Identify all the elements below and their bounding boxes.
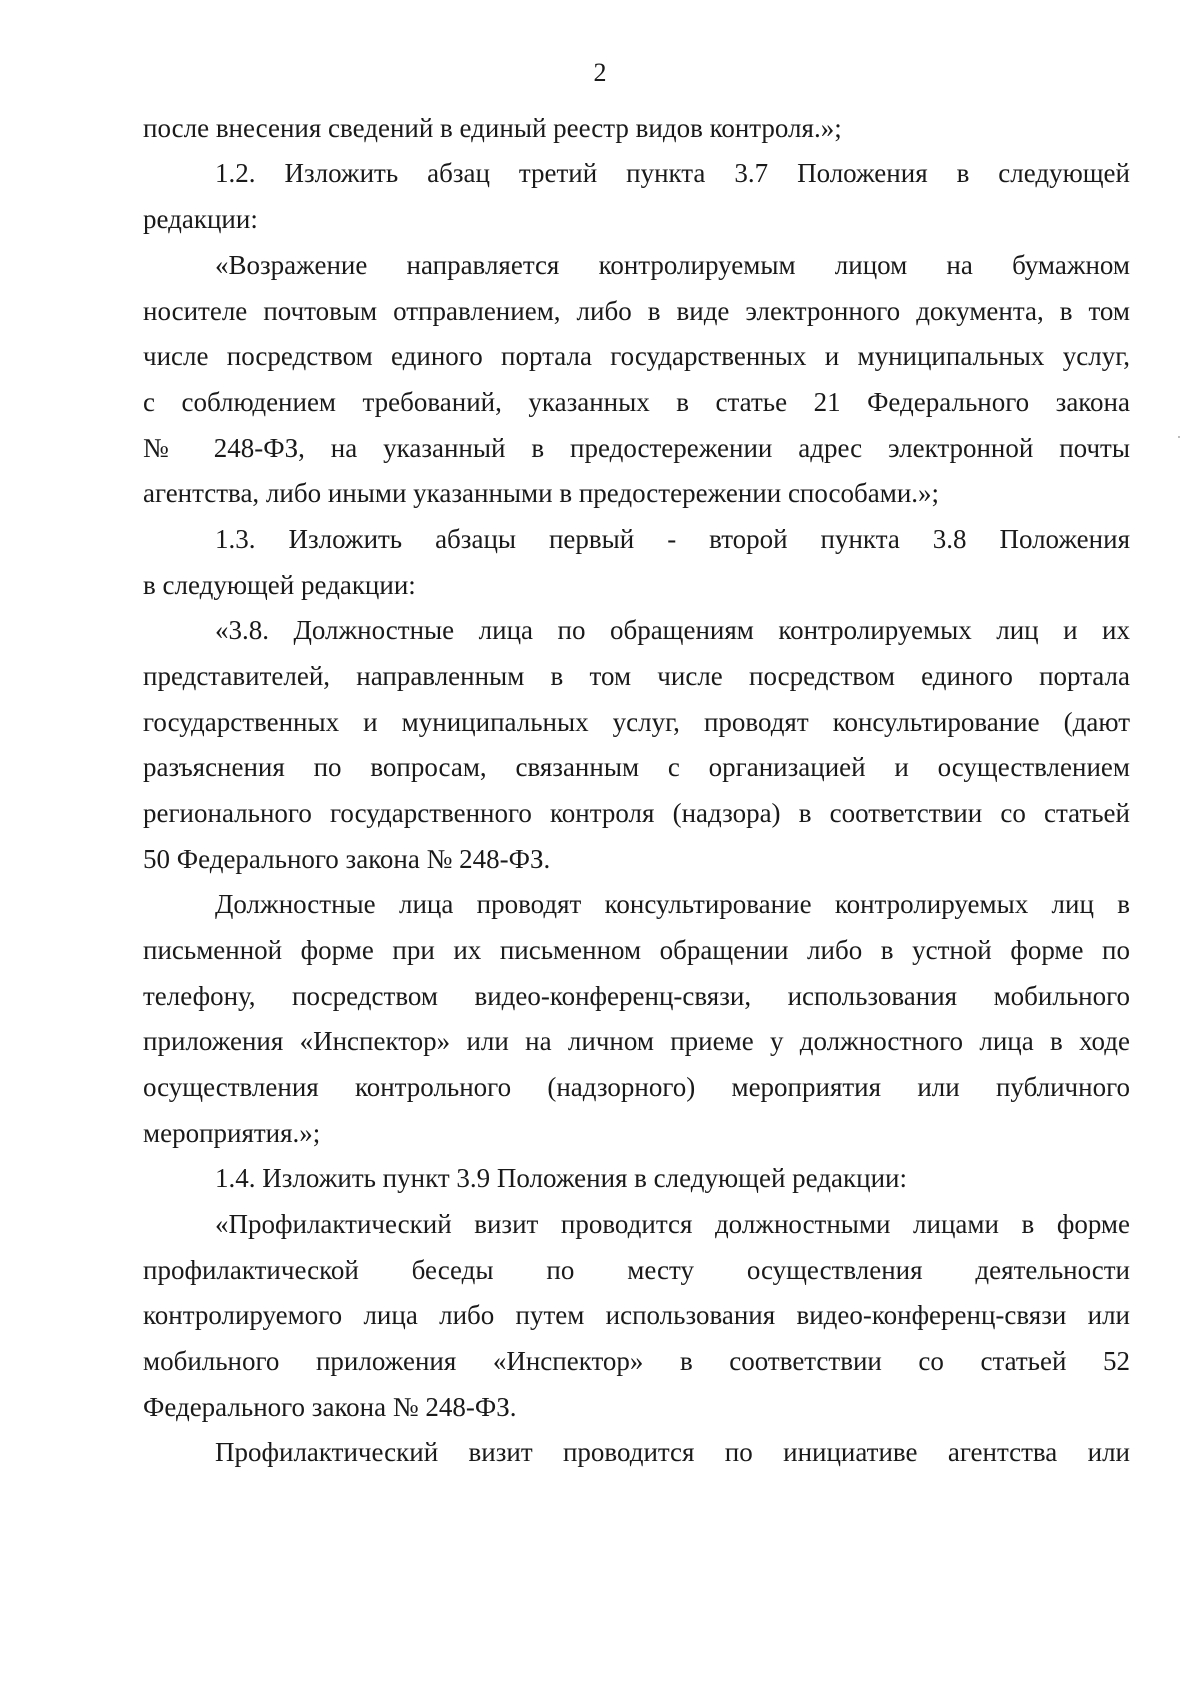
text-line: редакции: <box>143 204 258 234</box>
text-line: мероприятия.»; <box>143 1118 321 1148</box>
text-line: после внесения сведений в единый реестр видов контроля.»; <box>143 113 842 143</box>
text-line: «Профилактический визит проводится должностными лицами в форме <box>215 1209 1130 1239</box>
text-line: 1.2. Изложить абзац третий пункта 3.7 Положения в следующей <box>215 158 1130 188</box>
text-line: приложения «Инспектор» или на личном приеме у должностного лица в ходе <box>143 1026 1130 1056</box>
text-line: 50 Федерального закона № 248-ФЗ. <box>143 844 551 874</box>
text-line: 1.4. Изложить пункт 3.9 Положения в следующей редакции: <box>215 1163 907 1193</box>
text-line: «3.8. Должностные лица по обращениям контролируемых лиц и их <box>215 615 1130 645</box>
text-line: разъяснения по вопросам, связанным с организацией и осуществлением <box>143 752 1130 782</box>
text-line: с соблюдением требований, указанных в статье 21 Федерального закона <box>143 387 1130 417</box>
text-line: носителе почтовым отправлением, либо в виде электронного документа, в том <box>143 296 1130 326</box>
text-line: агентства, либо иными указанными в предостережении способами.»; <box>143 478 940 508</box>
text-line: регионального государственного контроля (надзора) в соответствии со статьей <box>143 798 1130 828</box>
text-line: Федерального закона № 248-ФЗ. <box>143 1392 517 1422</box>
text-line: Должностные лица проводят консультирование контролируемых лиц в <box>215 889 1130 919</box>
text-line: мобильного приложения «Инспектор» в соответствии со статьей 52 <box>143 1346 1130 1376</box>
text-line: телефону, посредством видео-конференц-связи, использования мобильного <box>143 981 1130 1011</box>
text-line: контролируемого лица либо путем использования видео-конференц-связи или <box>143 1300 1130 1330</box>
text-line: 1.3. Изложить абзацы первый - второй пункта 3.8 Положения <box>215 524 1130 554</box>
page-number: 2 <box>593 58 607 87</box>
scan-speck <box>1178 436 1180 438</box>
text-line: числе посредством единого портала государственных и муниципальных услуг, <box>143 341 1130 371</box>
text-line: профилактической беседы по месту осуществления деятельности <box>143 1255 1130 1285</box>
text-line: Профилактический визит проводится по инициативе агентства или <box>215 1437 1130 1467</box>
text-line: государственных и муниципальных услуг, проводят консультирование (дают <box>143 707 1130 737</box>
text-line: письменной форме при их письменном обращении либо в устной форме по <box>143 935 1130 965</box>
text-line: в следующей редакции: <box>143 570 416 600</box>
text-line: «Возражение направляется контролируемым лицом на бумажном <box>215 250 1130 280</box>
text-line: № 248-ФЗ, на указанный в предостережении адрес электронной почты <box>143 433 1130 463</box>
text-line: представителей, направленным в том числе посредством единого портала <box>143 661 1130 691</box>
text-line: осуществления контрольного (надзорного) мероприятия или публичного <box>143 1072 1130 1102</box>
